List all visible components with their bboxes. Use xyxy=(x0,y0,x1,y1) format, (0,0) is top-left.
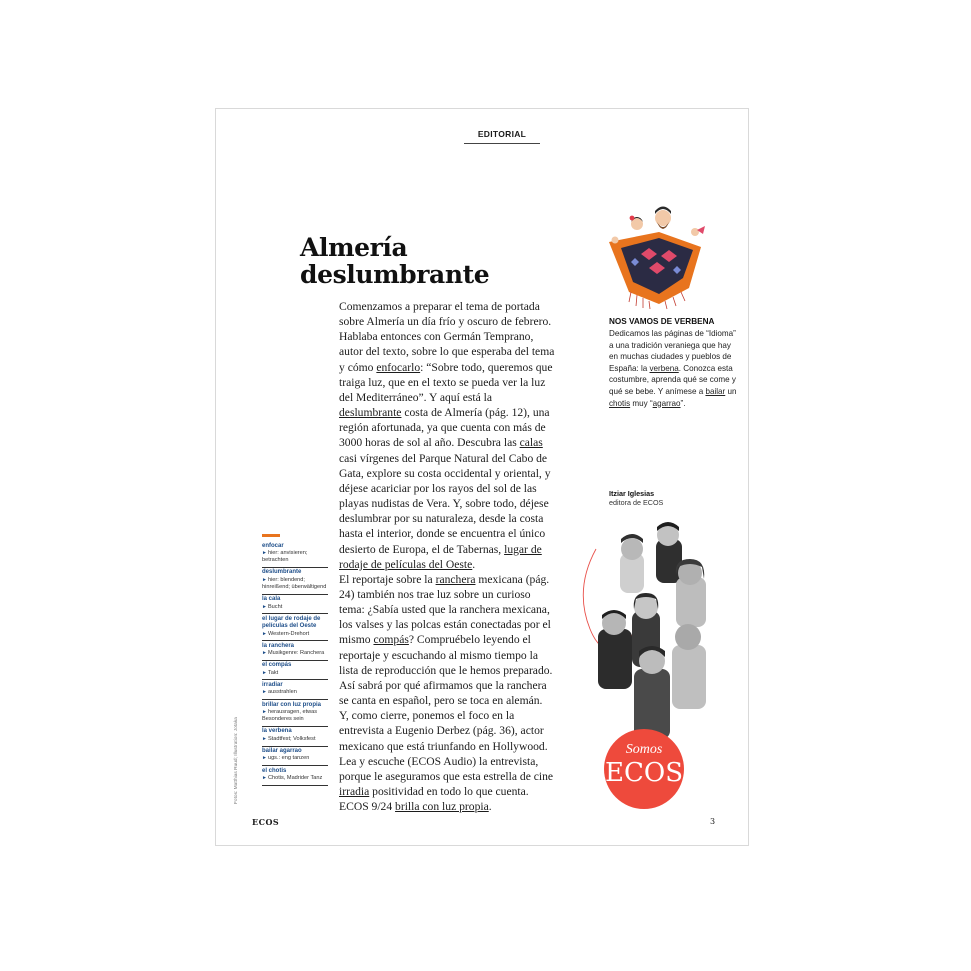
glossary-term: la ranchera xyxy=(262,642,295,649)
badge-big-text: ECOS xyxy=(605,758,683,788)
glossary-definition-text: Stadtfest; Volksfest xyxy=(267,735,316,742)
glossary-term: la verbena xyxy=(262,728,292,735)
headline-line-2: deslumbrante xyxy=(300,260,490,289)
glossary-term: enfocar xyxy=(262,542,284,549)
editor-credit xyxy=(609,489,663,507)
glossary-entry xyxy=(262,747,328,767)
sidebar-text xyxy=(609,328,737,409)
editorial-body xyxy=(339,299,557,814)
text-run: : “Sobre todo, queremos que traiga luz, que en el texto se pueda ver la luz del Mediterráneo”. Y aquí está la xyxy=(339,360,553,404)
team-member-1 xyxy=(620,534,644,593)
photo-credit-text: Fotos: Matthias Ruud; Illustration: Jotaka xyxy=(234,717,239,804)
glossary-term-link: ranchera xyxy=(435,572,476,586)
glossary-term-link: brilla con luz propia xyxy=(395,800,489,814)
glossary-entry xyxy=(262,727,328,747)
text-run: . xyxy=(472,557,476,571)
glossary-entry xyxy=(262,680,328,700)
team-member-faces xyxy=(598,522,706,739)
editor-name: Itziar Iglesias xyxy=(609,489,655,498)
section-label: EDITORIAL xyxy=(464,129,540,144)
glossary-definition-text: Takt xyxy=(267,669,279,676)
glossary-entry xyxy=(262,614,328,641)
arrow-icon: ► xyxy=(262,735,267,742)
glossary-definition-text: Bucht xyxy=(267,603,283,610)
headline-line-1: Almería xyxy=(300,233,408,262)
verbena-sidebar xyxy=(609,317,737,409)
photo-credit xyxy=(234,714,242,804)
dancer-hand-right xyxy=(691,228,699,236)
body-paragraph-3 xyxy=(339,708,557,814)
glossary-term-link: calas xyxy=(519,436,543,450)
glossary-term: irradiar xyxy=(262,681,283,688)
text-run: El reportaje sobre la xyxy=(339,572,436,586)
glossary-term: brillar con luz propia xyxy=(262,701,322,708)
body-paragraph-1 xyxy=(339,299,557,572)
text-run: muy “ xyxy=(630,398,653,408)
team-member-7 xyxy=(634,646,670,739)
arrow-icon: ► xyxy=(262,549,267,556)
glossary-definition-text: ugs.: eng tanzen xyxy=(267,755,310,762)
text-run: casi vírgenes del Parque Natural del Cabo de Gata, explore su costa occidental y oriental, y déjese acariciar por los rayos del sol de las playas nudistas de Vera. Y, sobre todo, déjese deslumbrar por su naturaleza, desde la costa hasta el interior, donde se encuentra el único desierto de Europa, el de Tabernas, xyxy=(339,451,551,556)
page-number: 3 xyxy=(710,817,716,826)
glossary-term-link: irradia xyxy=(339,785,370,798)
arrow-icon: ► xyxy=(262,708,267,715)
sidebar-title: NOS VAMOS DE VERBENA xyxy=(609,317,715,326)
glossary-accent-bar xyxy=(262,534,280,537)
glossary-entry xyxy=(262,661,328,681)
text-run: Y, como cierre, ponemos el foco en la entrevista a Eugenio Derbez (pág. 36), actor mexicano que está triunfando en Hollywood. Lea y escuche (ECOS Audio) la entrevista, porque le aseguramos que esta estrella de cine xyxy=(339,709,554,783)
glossary-term-link: verbena xyxy=(649,363,679,373)
arrow-icon: ► xyxy=(262,630,267,637)
glossary-term-link: bailar xyxy=(705,386,726,396)
text-run: mexicana (pág. 24) también nos trae luz sobre un curioso tema: ¿Sabía usted que la ranchera mexicana, los valses y las polcas están conectadas por el mismo xyxy=(339,572,551,647)
glossary-entry xyxy=(262,595,328,615)
glossary-definition xyxy=(262,604,328,611)
arrow-icon: ► xyxy=(262,689,267,696)
arrow-icon: ► xyxy=(262,650,267,657)
arrow-icon: ► xyxy=(262,669,267,676)
glossary-definition xyxy=(262,650,328,657)
arrow-icon: ► xyxy=(262,775,267,782)
glossary-definition xyxy=(262,755,328,762)
text-run: ? Compruébelo leyendo el reportaje y escuchando al mismo tiempo la lista de reproducción que le hemos preparado. Así sabrá por qué afirmamos que la ranchera se canta en español, pero se toca en alemán. xyxy=(339,633,553,708)
glossary-term-link: compás xyxy=(373,633,409,647)
magazine-page xyxy=(215,108,749,846)
glossary-definition xyxy=(262,550,328,564)
team-member-3 xyxy=(676,559,706,627)
glossary-definition-text: ausstrahlen xyxy=(267,689,297,696)
dancer-woman-flower xyxy=(630,216,635,221)
glossary-term: el compás xyxy=(262,662,292,669)
text-run: Dedicamos las páginas de “Idioma” a una tradición veraniega que hay en muchas ciudades y pueblos de España: la xyxy=(609,329,736,373)
badge-small-text: Somos xyxy=(625,742,663,757)
text-run: . Conozca esta costumbre, aprenda qué se come y qué se bebe. Y anímese a xyxy=(609,363,736,396)
glossary-definition xyxy=(262,775,328,782)
glossary-term: deslumbrante xyxy=(262,569,302,576)
glossary-entry xyxy=(262,568,328,595)
headline xyxy=(300,234,560,288)
text-run: costa de Almería (pág. 12), una región afortunada, ya que cuenta con más de 3000 horas de sol al año. Descubra las xyxy=(339,406,550,450)
glossary-definition xyxy=(262,577,328,591)
arrow-icon: ► xyxy=(262,755,267,762)
text-run: positividad en todo lo que cuenta. ECOS 9/24 xyxy=(339,785,529,814)
team-member-6 xyxy=(672,624,706,709)
dancer-man-head xyxy=(655,210,671,226)
glossary-term-link: agarrao xyxy=(652,398,681,408)
dancer-hand-left xyxy=(612,237,619,244)
team-photo-collage xyxy=(576,519,716,809)
glossary-definition xyxy=(262,689,328,696)
glossary-definition xyxy=(262,631,328,638)
glossary-entry xyxy=(262,700,328,727)
glossary-definition-text: Chotis, Madrider Tanz xyxy=(267,775,323,782)
glossary-definition-text: herausragen, etwas Besonderes sein xyxy=(262,708,318,723)
text-run: ”. xyxy=(680,398,686,408)
glossary-term-link: deslumbrante xyxy=(339,406,402,420)
text-run: un xyxy=(725,386,737,396)
glossary-definition xyxy=(262,709,328,723)
glossary-entry xyxy=(262,641,328,661)
arrow-icon: ► xyxy=(262,603,267,610)
editor-role: editora de ECOS xyxy=(609,498,664,507)
glossary-definition-text: hier: anvisieren; betrachten xyxy=(262,549,308,564)
footer-brand: ECOS xyxy=(252,817,280,827)
glossary-definition-text: hier: blendend; hinreißend; überwältigend xyxy=(262,576,327,590)
glossary-definition xyxy=(262,670,328,677)
glossary-term: bailar agarrao xyxy=(262,748,302,754)
team-member-5 xyxy=(598,610,632,689)
body-paragraph-2 xyxy=(339,572,557,708)
verbena-dancers-illustration xyxy=(601,202,711,310)
text-run: . xyxy=(488,800,492,814)
glossary-entry xyxy=(262,541,328,568)
arrow-icon: ► xyxy=(262,576,267,583)
text-run: Comenzamos a preparar el tema de portada sobre Almería un día frío y oscuro de febrero. Hablaba entonces con Germán Temprano, autor del texto, sobre lo que esperaba del tema y cómo xyxy=(339,300,555,374)
glossary-definition-text: Western-Drehort xyxy=(267,630,310,637)
glossary-term: la cala xyxy=(262,596,281,603)
glossary-term-link: enfocarlo xyxy=(376,360,421,374)
glossary-definition-text: Musikgenre: Ranchera xyxy=(267,650,325,657)
glossary-list xyxy=(262,541,328,786)
glossary-term-link: lugar de rodaje de películas del Oeste xyxy=(339,542,542,571)
glossary-definition xyxy=(262,736,328,743)
glossary xyxy=(262,534,328,786)
glossary-entry xyxy=(262,766,328,786)
glossary-term: el lugar de rodaje de películas del Oeste xyxy=(262,615,321,630)
glossary-term-link: chotis xyxy=(609,398,631,408)
glossary-term: el chotis xyxy=(262,767,287,774)
